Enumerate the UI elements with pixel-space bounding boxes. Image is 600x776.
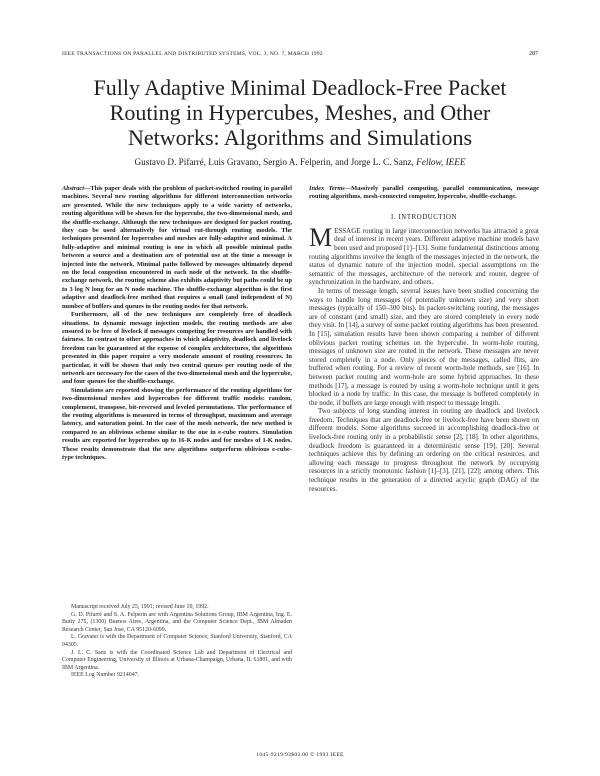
drop-cap: M (309, 222, 333, 252)
abstract-text-1: —This paper deals with the problem of packet-switched routing in parallel machines. Several new routing algorithms for different interconnection networks are presented. While the new techniques apply to a wide variety of networks, routing algorithms will be shown for the hypercube, the two-dimensional mesh, and the shuffle-exchange. Although the new techniques are designed for packet routing, they can be used alternatively for virtual cut-through routing models. The techniques presented for hypercubes and meshes are fully-adaptive and minimal. A fully-adaptive and minimal routing is one in which all possible minimal paths between a source and a destination are of potential use at the time a message is injected into the network. Minimal paths followed by messages ultimately depend on the local congestion encountered in each node of the network. In the shuffle-exchange network, the routing scheme also exhibits adaptivity but paths could be up to 3 log N long for an N node machine. The shuffle-exchange algorithm is the first adaptive and deadlock-free method that requires a small (and independent of N) number of buffers and queues in the routing nodes for that network. (62, 185, 292, 310)
index-terms-text: —Massively parallel computing, parallel communication, message routing algorithms, mesh-connected computer, hypercube, shuffle-exchange. (309, 185, 539, 201)
page-number: 287 (529, 51, 538, 57)
index-terms (309, 185, 539, 202)
footnote-affiliation-1: G. D. Pifarré and S. A. Felperin are with Argentina Solutions Group, IBM Argentina, Ing. E. Butty 275, (1300) Buenos Aires, Argentina, and the Computer Science Dept., IBM Almaden Research Center, San Jose, CA 95120-6099. (62, 611, 292, 633)
abstract-label: Abstract (62, 185, 85, 192)
abstract-paragraph-3: Simulations are reported showing the performance of the routing algorithms for two-dimensional meshes and hypercubes for different traffic models: random, complement, transpose, bit-reversed and leveled permutations. The performance of the routing algorithms is measured in terms of throughput, maximum and average latency, and saturation point. In the case of the mesh network, the new method is compared to an oblivious scheme similar to the one in e-cube routers. Simulation results are reported for hypercubes up to 16-K nodes and for meshes of 1-K nodes. These results demonstrate that the new algorithms outperform oblivious e-cube-type techniques. (62, 386, 292, 461)
index-terms-label: Index Terms (309, 185, 345, 192)
running-head: IEEE TRANSACTIONS ON PARALLEL AND DISTRIBUTED SYSTEMS, VOL. 3, NO. 7, MARCH 1992 (62, 51, 323, 57)
footnote-ieee-log: IEEE Log Number 9214047. (71, 672, 140, 679)
abstract-paragraph-2: Furthermore, all of the new techniques are completely free of deadlock situations. In dynamic message injection models, the routing methods are also ensured to be free of livelock if messages competing for resources are handled with fairness. In contrast to other approaches in which adaptivity, deadlock and livelock freedom can be guaranteed at the expense of complex architectures, the algorithms presented in this paper require a very moderate amount of routing resources. In particular, it will be shown that only two central queues per routing node of the network are necessary for the cases of the two-dimensional mesh and the hypercube, and four queues for the shuffle-exchange. (62, 311, 292, 386)
footnote-affiliation-2: L. Gravano is with the Department of Computer Science, Stanford University, Stanford, CA 94305. (62, 634, 292, 648)
intro-paragraph-2: In terms of message length, several issues have been studied concerning the ways to handle long messages (of potentially unknown size) and very short messages (typically of 150–300 bits). In packet-switching routing, the messages are of constant (and small) size, and they are stored completely in every node they visit. In [14], a survey of some packet routing algorithms has been presented. In [15], simulation results have been shown comparing a number of different oblivious packet routing schemes on the hypercube. In worm-hole routing, messages of unknown size are routed in the network. These messages are never stored completely in a node. Only pieces of the messages, called flits, are buffered when routing. For a review of recent worm-hole methods, see [16]. In between packet routing and worm-hole are some hybrid approaches. In these methods [17], a message is routed by using a worm-hole technique until it gets blocked in a node by traffic. In this case, the message is buffered completely in the node, if buffers are large enough with respect to message length. (309, 286, 539, 407)
intro-paragraph-1 (309, 222, 539, 287)
author-line (62, 157, 538, 167)
intro-paragraph-3: Two subjects of long standing interest in routing are deadlock and livelock freedom. Techniques that are deadlock-free or livelock-free have been shown on different models. Some algorithms succeed in accomplishing deadlock-free or livelock-free routing only in a probabilistic sense [2], [18]. In other algorithms, deadlock freedom is guaranteed in a deterministic sense [19], [20]. Several techniques achieve this by defining an ordering on the critical resources, and allowing each message to progress throughout the network by occupying resources in a strictly monotonic fashion [1]–[3], [21], [22]; among others. This technique results in the generation of a directed acyclic graph (DAG) of the resources. (309, 407, 539, 493)
footnote-received: Manuscript received July 25, 1991; revised June 10, 1992. (71, 604, 209, 610)
abstract (62, 185, 292, 462)
abstract-paragraph-1 (62, 185, 292, 311)
index-terms-paragraph (309, 185, 539, 202)
introduction-body (309, 222, 539, 493)
intro-text-1: ESSAGE routing in large interconnection networks has attracted a great deal of interest in recent years. Different adaptive machine models have been used and proposed [1]–[13]. Some fundamental distinctions among routing algorithms involve the length of the messages injected in the network, the status of dynamic nature of the injection model, special assumptions on the semantic of the messages, architecture of the network and router, degree of synchronization in the hardware, and others. (309, 226, 539, 287)
author-fellow-suffix: Fellow, IEEE (416, 157, 466, 167)
author-names: Gustavo D. Pifarré, Luis Gravano, Sergio A. Felperin, and Jorge L. C. Sanz, (134, 157, 414, 167)
footnote-affiliation-3: J. L. C. Sanz is with the Coordinated Science Lab and Department of Electrical and Computer Engineering, University of Illinois at Urbana-Champaign, Urbana, IL 61801, and with IBM Argentina. (62, 649, 292, 671)
copyright-code: 1045-9219/93$03.00 © 1993 IEEE (256, 752, 344, 758)
section-heading-introduction: I. INTRODUCTION (390, 213, 457, 221)
paper-title: Fully Adaptive Minimal Deadlock-Free Packet Routing in Hypercubes, Meshes, and Other Networks: Algorithms and Simulations (93, 75, 507, 150)
footnotes (62, 604, 292, 680)
left-column (62, 185, 292, 462)
right-column (309, 185, 539, 493)
